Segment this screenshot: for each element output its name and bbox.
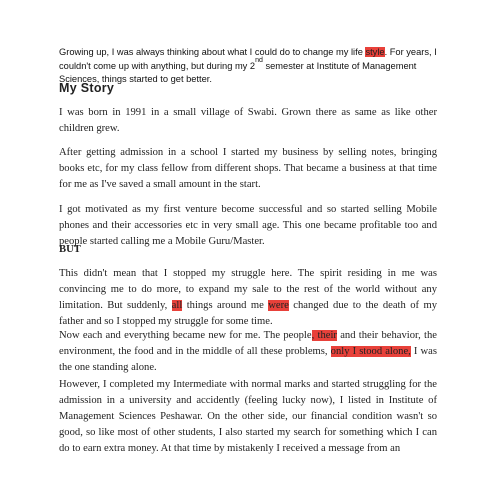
highlight-style: style bbox=[365, 47, 385, 57]
superscript-nd: nd bbox=[255, 57, 263, 65]
paragraph-mobile: I got motivated as my first venture become successful and so started selling Mobile phones and their accessories etc in very small age. This one became profitable too and people started calling me a Mobile Guru/Master. bbox=[59, 204, 437, 247]
highlight-were: were bbox=[268, 300, 289, 311]
paragraph-born: I was born in 1991 in a small village of Swabi. Grown there as same as like other children grew. bbox=[59, 107, 437, 134]
intro-text-1: Growing up, I was always thinking about what I could do to change my life bbox=[59, 47, 366, 57]
section-heading: My Story bbox=[59, 81, 115, 95]
paragraph-university: However, I completed my Intermediate with normal marks and started struggling for the admission in a university and accidently (feeling lucky now), I listed in Institute of Management Sciences Peshawar. On the other side, our financial condition wasn't so good, so like most of other students, I also started my search for something which I can do to earn extra money. At that time by mistakenly I received a message from an bbox=[59, 379, 437, 454]
alone-text-1: Now each and everything became new for me. The people bbox=[59, 330, 312, 341]
alone-text-3: I was the one standing alone. bbox=[59, 346, 438, 373]
struggle-text-3: changed due to the death of my father and so I stopped my struggle for some time. bbox=[59, 300, 437, 327]
struggle-text-1: This didn't mean that I stopped my struggle here. The spirit residing in me was convincing me to do more, to expand my sale to the rest of the world without any limitation. But suddenly, bbox=[59, 268, 437, 311]
intro-text-2: . For years, I couldn't come up with anything, but during my 2 bbox=[59, 47, 437, 71]
intro-text-3: semester at Institute of Management Sciences, things started to get better. bbox=[59, 60, 417, 84]
alone-text-2: and their behavior, the environment, the food and in the middle of all these problems, bbox=[59, 330, 437, 357]
struggle-text-2: things around me bbox=[182, 300, 269, 311]
paragraph-but: BUT bbox=[59, 244, 81, 255]
highlight-their: , their bbox=[311, 330, 337, 341]
paragraph-school-business: After getting admission in a school I started my business by selling notes, bringing books etc, for my class fellow from different shops. That became a business at that time for me as I've saved a small amount in the start. bbox=[59, 147, 437, 190]
highlight-all: all bbox=[171, 300, 183, 311]
highlight-only-i-stood-alone: only I stood alone, bbox=[330, 346, 411, 357]
paragraph-alone bbox=[59, 328, 437, 376]
intro-paragraph bbox=[59, 46, 437, 87]
paragraph-struggle bbox=[59, 266, 437, 330]
